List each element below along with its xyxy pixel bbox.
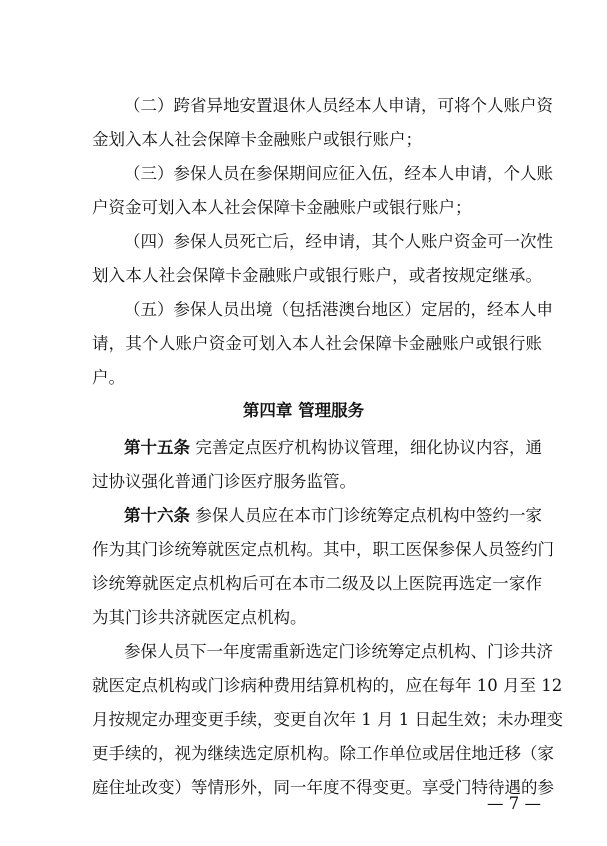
text-line: 户资金可划入本人社会保障卡金融账户或银行账户； xyxy=(92,198,472,217)
text-line: 户。 xyxy=(92,368,125,387)
text-line: （二）跨省异地安置退休人员经本人申请，可将个人账户资 xyxy=(124,96,553,115)
page-number: — 7 — xyxy=(487,794,541,813)
text-line: 作为其门诊统筹就医定点机构。其中，职工医保参保人员签约门 xyxy=(92,540,554,559)
text-line: （三）参保人员在参保期间应征入伍，经本人申请，个人账 xyxy=(124,164,553,183)
article-16-label: 第十六条 xyxy=(124,506,191,525)
text-line: 请，其个人账户资金可划入本人社会保障卡金融账户或银行账 xyxy=(92,334,542,353)
article-15-first-line xyxy=(124,438,542,458)
text-line: 就医定点机构或门诊病种费用结算机构的，应在每年 10 月至 12 xyxy=(92,676,563,695)
text-line: 庭住址改变）等情形外，同一年度不得变更。享受门特待遇的参 xyxy=(92,778,554,797)
text-line: 划入本人社会保障卡金融账户或银行账户，或者按规定继承。 xyxy=(92,266,542,285)
text-line: 更手续的，视为继续选定原机构。除工作单位或居住地迁移（家 xyxy=(92,744,554,763)
article-16-text: 参保人员应在本市门诊统筹定点机构中签约一家 xyxy=(195,506,543,525)
text-line: 金划入本人社会保障卡金融账户或银行账户； xyxy=(92,130,422,149)
text-line: （五）参保人员出境（包括港澳台地区）定居的，经本人申 xyxy=(124,300,553,319)
article-15-label: 第十五条 xyxy=(124,438,191,457)
text-line: 诊统筹就医定点机构后可在本市二级及以上医院再选定一家作 xyxy=(92,574,542,593)
text-line: （四）参保人员死亡后，经申请，其个人账户资金可一次性 xyxy=(124,232,553,251)
text-line: 过协议强化普通门诊医疗服务监管。 xyxy=(92,472,356,491)
article-16-first-line xyxy=(124,506,542,526)
text-line: 为其门诊共济就医定点机构。 xyxy=(92,608,307,627)
text-line: 月按规定办理变更手续，变更自次年 1 月 1 日起生效；未办理变 xyxy=(92,710,563,729)
text-line: 参保人员下一年度需重新选定门诊统筹定点机构、门诊共济 xyxy=(124,642,553,661)
article-15-text: 完善定点医疗机构协议管理，细化协议内容，通 xyxy=(195,438,543,457)
chapter-heading: 第四章 管理服务 xyxy=(242,401,365,420)
